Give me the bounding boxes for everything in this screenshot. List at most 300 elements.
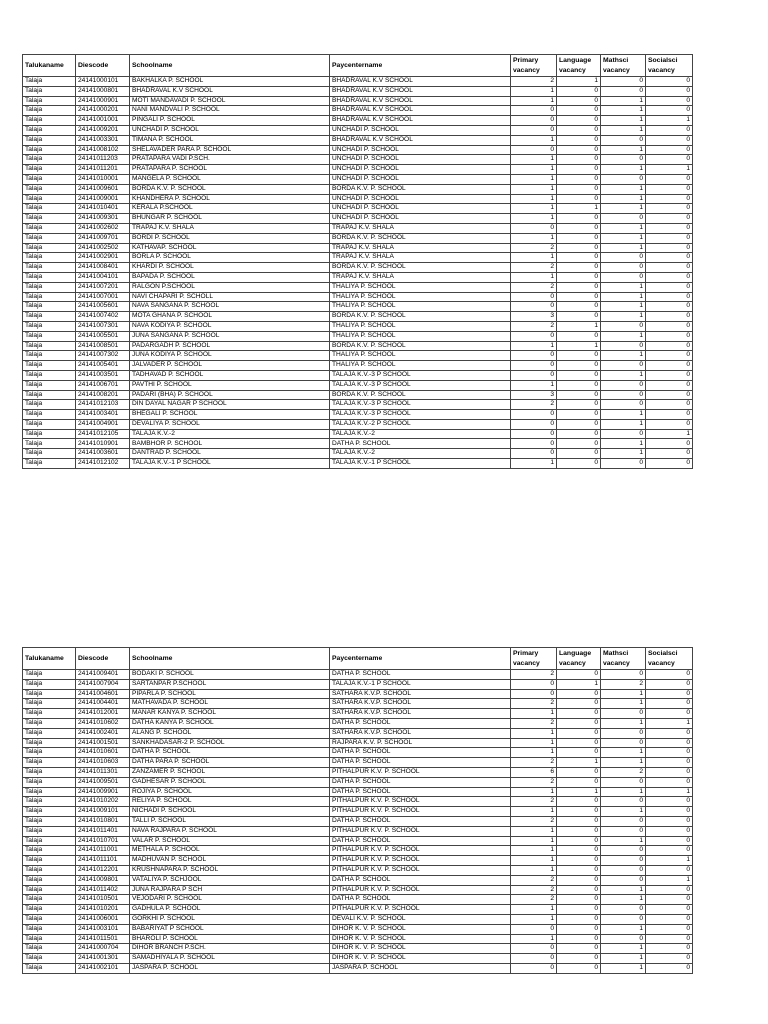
language-vacancy-cell: 0 — [557, 410, 601, 420]
primary-vacancy-cell: 2 — [511, 718, 557, 728]
mathsci-vacancy-cell: 0 — [601, 400, 646, 410]
mathsci-vacancy-cell: 1 — [601, 125, 646, 135]
socialsci-vacancy-cell: 0 — [646, 865, 693, 875]
primary-vacancy-cell: 1 — [511, 253, 557, 263]
table-body — [23, 77, 693, 469]
diescode-cell: 24141003301 — [76, 135, 130, 145]
mathsci-vacancy-cell: 1 — [601, 885, 646, 895]
talukaname-cell: Talaja — [23, 728, 76, 738]
mathsci-vacancy-cell: 1 — [601, 449, 646, 459]
talukaname-cell: Talaja — [23, 145, 76, 155]
table-row — [23, 253, 693, 263]
language-vacancy-cell: 0 — [557, 214, 601, 224]
diescode-cell: 24141006001 — [76, 914, 130, 924]
mathsci-vacancy-cell: 0 — [601, 797, 646, 807]
diescode-cell: 24141004401 — [76, 699, 130, 709]
mathsci-vacancy-cell: 0 — [601, 429, 646, 439]
primary-vacancy-cell: 0 — [511, 963, 557, 973]
language-vacancy-cell: 0 — [557, 856, 601, 866]
table-row — [23, 223, 693, 233]
primary-vacancy-cell: 2 — [511, 321, 557, 331]
paycentername-cell: TALAJA K.V.-1 P SCHOOL — [330, 459, 511, 469]
diescode-cell: 24141011501 — [76, 934, 130, 944]
language-vacancy-cell: 0 — [557, 439, 601, 449]
primary-vacancy-cell: 1 — [511, 905, 557, 915]
language-vacancy-cell: 0 — [557, 826, 601, 836]
column-header: Mathsci vacancy — [601, 648, 646, 670]
schoolname-cell: ALANG P. SCHOOL — [130, 728, 330, 738]
socialsci-vacancy-cell: 0 — [646, 223, 693, 233]
language-vacancy-cell: 0 — [557, 670, 601, 680]
diescode-cell: 24141012105 — [76, 429, 130, 439]
diescode-cell: 24141002602 — [76, 223, 130, 233]
socialsci-vacancy-cell: 1 — [646, 787, 693, 797]
diescode-cell: 24141001501 — [76, 738, 130, 748]
table-row — [23, 263, 693, 273]
talukaname-cell: Talaja — [23, 86, 76, 96]
mathsci-vacancy-cell: 1 — [601, 758, 646, 768]
diescode-cell: 24141000101 — [76, 77, 130, 87]
talukaname-cell: Talaja — [23, 292, 76, 302]
schoolname-cell: JALVADER P. SCHOOL — [130, 361, 330, 371]
diescode-cell: 24141001001 — [76, 116, 130, 126]
mathsci-vacancy-cell: 1 — [601, 184, 646, 194]
primary-vacancy-cell: 1 — [511, 807, 557, 817]
language-vacancy-cell: 0 — [557, 429, 601, 439]
paycentername-cell: TALAJA K.V.-3 P SCHOOL — [330, 410, 511, 420]
header-row — [23, 55, 693, 77]
table-row — [23, 106, 693, 116]
language-vacancy-cell: 0 — [557, 914, 601, 924]
mathsci-vacancy-cell: 0 — [601, 341, 646, 351]
paycentername-cell: SATHARA K.V.P. SCHOOL — [330, 728, 511, 738]
diescode-cell: 24141011201 — [76, 165, 130, 175]
diescode-cell: 24141010201 — [76, 905, 130, 915]
primary-vacancy-cell: 0 — [511, 361, 557, 371]
paycentername-cell: TRAPAJ K.V. SHALA — [330, 272, 511, 282]
diescode-cell: 24141007201 — [76, 282, 130, 292]
schoolname-cell: BORDI P. SCHOOL — [130, 233, 330, 243]
primary-vacancy-cell: 1 — [511, 174, 557, 184]
primary-vacancy-cell: 1 — [511, 96, 557, 106]
primary-vacancy-cell: 0 — [511, 331, 557, 341]
socialsci-vacancy-cell: 0 — [646, 282, 693, 292]
language-vacancy-cell: 0 — [557, 718, 601, 728]
paycentername-cell: DATHA P. SCHOOL — [330, 758, 511, 768]
language-vacancy-cell: 0 — [557, 292, 601, 302]
primary-vacancy-cell: 0 — [511, 679, 557, 689]
schoolname-cell: MOTA GHANA P. SCHOOL — [130, 312, 330, 322]
language-vacancy-cell: 0 — [557, 875, 601, 885]
language-vacancy-cell: 0 — [557, 106, 601, 116]
table-row — [23, 116, 693, 126]
paycentername-cell: DATHA P. SCHOOL — [330, 836, 511, 846]
diescode-cell: 24141007904 — [76, 679, 130, 689]
primary-vacancy-cell: 1 — [511, 856, 557, 866]
table-row — [23, 954, 693, 964]
paycentername-cell: PITHALPUR K.V. P. SCHOOL — [330, 767, 511, 777]
language-vacancy-cell: 0 — [557, 263, 601, 273]
mathsci-vacancy-cell: 1 — [601, 106, 646, 116]
socialsci-vacancy-cell: 0 — [646, 214, 693, 224]
schoolname-cell: BHUNGAR P. SCHOOL — [130, 214, 330, 224]
talukaname-cell: Talaja — [23, 351, 76, 361]
primary-vacancy-cell: 0 — [511, 954, 557, 964]
primary-vacancy-cell: 0 — [511, 429, 557, 439]
paycentername-cell: DATHA P. SCHOOL — [330, 777, 511, 787]
socialsci-vacancy-cell: 0 — [646, 204, 693, 214]
schoolname-cell: DIHOR BRANCH P.SCH. — [130, 944, 330, 954]
diescode-cell: 24141002401 — [76, 728, 130, 738]
paycentername-cell: BORDA K.V. P. SCHOOL — [330, 184, 511, 194]
primary-vacancy-cell: 2 — [511, 263, 557, 273]
language-vacancy-cell: 0 — [557, 243, 601, 253]
mathsci-vacancy-cell: 1 — [601, 223, 646, 233]
table-row — [23, 699, 693, 709]
schoolname-cell: KHANDHERA P. SCHOOL — [130, 194, 330, 204]
paycentername-cell: TALAJA K.V.-2 — [330, 429, 511, 439]
mathsci-vacancy-cell: 0 — [601, 816, 646, 826]
primary-vacancy-cell: 2 — [511, 282, 557, 292]
language-vacancy-cell: 0 — [557, 351, 601, 361]
socialsci-vacancy-cell: 1 — [646, 165, 693, 175]
mathsci-vacancy-cell: 0 — [601, 709, 646, 719]
mathsci-vacancy-cell: 0 — [601, 846, 646, 856]
language-vacancy-cell: 0 — [557, 184, 601, 194]
primary-vacancy-cell: 2 — [511, 777, 557, 787]
socialsci-vacancy-cell: 0 — [646, 797, 693, 807]
paycentername-cell: DIHOR K. V. P. SCHOOL — [330, 944, 511, 954]
paycentername-cell: DATHA P. SCHOOL — [330, 748, 511, 758]
socialsci-vacancy-cell: 0 — [646, 728, 693, 738]
paycentername-cell: DIHOR K. V. P. SCHOOL — [330, 934, 511, 944]
table-row — [23, 856, 693, 866]
diescode-cell: 24141005501 — [76, 331, 130, 341]
talukaname-cell: Talaja — [23, 758, 76, 768]
talukaname-cell: Talaja — [23, 449, 76, 459]
schoolname-cell: KHARDI P. SCHOOL — [130, 263, 330, 273]
paycentername-cell: TALAJA K.V.-1 P SCHOOL — [330, 679, 511, 689]
schoolname-cell: NAVI CHAPARI P. SCHOLL — [130, 292, 330, 302]
mathsci-vacancy-cell: 0 — [601, 914, 646, 924]
primary-vacancy-cell: 0 — [511, 125, 557, 135]
schoolname-cell: VALAR P. SCHOOL — [130, 836, 330, 846]
mathsci-vacancy-cell: 1 — [601, 807, 646, 817]
diescode-cell: 24141011401 — [76, 826, 130, 836]
socialsci-vacancy-cell: 0 — [646, 914, 693, 924]
talukaname-cell: Talaja — [23, 934, 76, 944]
mathsci-vacancy-cell: 1 — [601, 439, 646, 449]
table-row — [23, 165, 693, 175]
schoolname-cell: BAMBHOR P. SCHOOL — [130, 439, 330, 449]
paycentername-cell: TALAJA K.V.-2 P SCHOOL — [330, 419, 511, 429]
socialsci-vacancy-cell: 0 — [646, 816, 693, 826]
column-header: Socialsci vacancy — [646, 55, 693, 77]
paycentername-cell: UNCHADI P. SCHOOL — [330, 125, 511, 135]
language-vacancy-cell: 0 — [557, 233, 601, 243]
paycentername-cell: PITHALPUR K.V. P. SCHOOL — [330, 905, 511, 915]
table-row — [23, 439, 693, 449]
diescode-cell: 24141006701 — [76, 380, 130, 390]
table-row — [23, 243, 693, 253]
schoolname-cell: BHADRAVAL K.V SCHOOL — [130, 86, 330, 96]
table-row — [23, 797, 693, 807]
primary-vacancy-cell: 2 — [511, 758, 557, 768]
language-vacancy-cell: 0 — [557, 709, 601, 719]
table-row — [23, 777, 693, 787]
language-vacancy-cell: 0 — [557, 272, 601, 282]
language-vacancy-cell: 0 — [557, 174, 601, 184]
table-row — [23, 380, 693, 390]
table-row — [23, 194, 693, 204]
language-vacancy-cell: 0 — [557, 954, 601, 964]
schoolname-cell: NAVA RAJPARA P. SCHOOL — [130, 826, 330, 836]
diescode-cell: 24141008201 — [76, 390, 130, 400]
column-header: Diescode — [76, 55, 130, 77]
socialsci-vacancy-cell: 0 — [646, 135, 693, 145]
diescode-cell: 24141003401 — [76, 410, 130, 420]
talukaname-cell: Talaja — [23, 914, 76, 924]
language-vacancy-cell: 0 — [557, 689, 601, 699]
primary-vacancy-cell: 1 — [511, 214, 557, 224]
talukaname-cell: Talaja — [23, 263, 76, 273]
schoolname-cell: DATHA P. SCHOOL — [130, 748, 330, 758]
talukaname-cell: Talaja — [23, 905, 76, 915]
table-row — [23, 846, 693, 856]
table-row — [23, 865, 693, 875]
mathsci-vacancy-cell: 0 — [601, 77, 646, 87]
mathsci-vacancy-cell: 1 — [601, 924, 646, 934]
schoolname-cell: MATHAVADA P. SCHOOL — [130, 699, 330, 709]
diescode-cell: 24141010001 — [76, 174, 130, 184]
paycentername-cell: DATHA P. SCHOOL — [330, 895, 511, 905]
table-row — [23, 272, 693, 282]
table-row — [23, 302, 693, 312]
socialsci-vacancy-cell: 0 — [646, 184, 693, 194]
primary-vacancy-cell: 0 — [511, 449, 557, 459]
talukaname-cell: Talaja — [23, 670, 76, 680]
socialsci-vacancy-cell: 0 — [646, 767, 693, 777]
mathsci-vacancy-cell: 1 — [601, 351, 646, 361]
primary-vacancy-cell: 1 — [511, 155, 557, 165]
talukaname-cell: Talaja — [23, 253, 76, 263]
diescode-cell: 24141000201 — [76, 106, 130, 116]
diescode-cell: 24141003501 — [76, 370, 130, 380]
diescode-cell: 24141002901 — [76, 253, 130, 263]
column-header: Primary vacancy — [511, 55, 557, 77]
primary-vacancy-cell: 1 — [511, 233, 557, 243]
paycentername-cell: SATHARA K.V.P. SCHOOL — [330, 689, 511, 699]
language-vacancy-cell: 1 — [557, 758, 601, 768]
table-row — [23, 331, 693, 341]
table-row — [23, 351, 693, 361]
schoolname-cell: DIN DAYAL NAGAR P SCHOOL — [130, 400, 330, 410]
paycentername-cell: DEVALI K.V. P. SCHOOL — [330, 914, 511, 924]
language-vacancy-cell: 0 — [557, 895, 601, 905]
primary-vacancy-cell: 1 — [511, 846, 557, 856]
socialsci-vacancy-cell: 0 — [646, 390, 693, 400]
diescode-cell: 24141010701 — [76, 836, 130, 846]
talukaname-cell: Talaja — [23, 767, 76, 777]
schoolname-cell: PAVTHI P. SCHOOL — [130, 380, 330, 390]
language-vacancy-cell: 0 — [557, 699, 601, 709]
diescode-cell: 24141009401 — [76, 670, 130, 680]
primary-vacancy-cell: 2 — [511, 243, 557, 253]
table-row — [23, 77, 693, 87]
diescode-cell: 24141008102 — [76, 145, 130, 155]
table-row — [23, 214, 693, 224]
paycentername-cell: TALAJA K.V.-3 P SCHOOL — [330, 400, 511, 410]
schoolname-cell: MADHUVAN P. SCHOOL — [130, 856, 330, 866]
talukaname-cell: Talaja — [23, 699, 76, 709]
mathsci-vacancy-cell: 1 — [601, 718, 646, 728]
diescode-cell: 24141005401 — [76, 361, 130, 371]
column-header: Paycentername — [330, 55, 511, 77]
socialsci-vacancy-cell: 0 — [646, 233, 693, 243]
paycentername-cell: THALIYA P. SCHOOL — [330, 321, 511, 331]
paycentername-cell: TALAJA K.V.-3 P SCHOOL — [330, 370, 511, 380]
paycentername-cell: BHADRAVAL K.V SCHOOL — [330, 135, 511, 145]
mathsci-vacancy-cell: 1 — [601, 204, 646, 214]
mathsci-vacancy-cell: 1 — [601, 895, 646, 905]
language-vacancy-cell: 0 — [557, 223, 601, 233]
mathsci-vacancy-cell: 0 — [601, 826, 646, 836]
mathsci-vacancy-cell: 0 — [601, 155, 646, 165]
schoolname-cell: PRATAPARA VADI P.SCH. — [130, 155, 330, 165]
schoolname-cell: TADHAVAD P. SCHOOL — [130, 370, 330, 380]
column-header: Paycentername — [330, 648, 511, 670]
table-row — [23, 282, 693, 292]
primary-vacancy-cell: 1 — [511, 380, 557, 390]
diescode-cell: 24141008501 — [76, 341, 130, 351]
talukaname-cell: Talaja — [23, 184, 76, 194]
mathsci-vacancy-cell: 0 — [601, 905, 646, 915]
primary-vacancy-cell: 0 — [511, 944, 557, 954]
talukaname-cell: Talaja — [23, 429, 76, 439]
table-row — [23, 155, 693, 165]
schoolname-cell: DATHA KANYA P. SCHOOL — [130, 718, 330, 728]
schoolname-cell: MOTI MANDAVADI P. SCHOOL — [130, 96, 330, 106]
socialsci-vacancy-cell: 0 — [646, 312, 693, 322]
diescode-cell: 24141002101 — [76, 963, 130, 973]
socialsci-vacancy-cell: 0 — [646, 738, 693, 748]
schoolname-cell: GORKHI P. SCHOOL — [130, 914, 330, 924]
mathsci-vacancy-cell: 0 — [601, 214, 646, 224]
column-header: Mathsci vacancy — [601, 55, 646, 77]
primary-vacancy-cell: 0 — [511, 145, 557, 155]
diescode-cell: 24141010601 — [76, 748, 130, 758]
language-vacancy-cell: 1 — [557, 204, 601, 214]
socialsci-vacancy-cell: 1 — [646, 116, 693, 126]
talukaname-cell: Talaja — [23, 748, 76, 758]
language-vacancy-cell: 0 — [557, 116, 601, 126]
schoolname-cell: DANTRAD P. SCHOOL — [130, 449, 330, 459]
paycentername-cell: UNCHADI P. SCHOOL — [330, 194, 511, 204]
talukaname-cell: Talaja — [23, 331, 76, 341]
diescode-cell: 24141007402 — [76, 312, 130, 322]
primary-vacancy-cell: 1 — [511, 204, 557, 214]
paycentername-cell: UNCHADI P. SCHOOL — [330, 155, 511, 165]
socialsci-vacancy-cell: 0 — [646, 699, 693, 709]
table-row — [23, 914, 693, 924]
diescode-cell: 24141010501 — [76, 895, 130, 905]
talukaname-cell: Talaja — [23, 135, 76, 145]
schoolname-cell: MANAR KANYA P. SCHOOL — [130, 709, 330, 719]
talukaname-cell: Talaja — [23, 165, 76, 175]
language-vacancy-cell: 0 — [557, 807, 601, 817]
socialsci-vacancy-cell: 0 — [646, 944, 693, 954]
language-vacancy-cell: 0 — [557, 194, 601, 204]
schoolname-cell: PRATAPARA P. SCHOOL — [130, 165, 330, 175]
paycentername-cell: BORDA K.V. P. SCHOOL — [330, 263, 511, 273]
socialsci-vacancy-cell: 0 — [646, 243, 693, 253]
socialsci-vacancy-cell: 0 — [646, 689, 693, 699]
header-row — [23, 648, 693, 670]
paycentername-cell: THALIYA P. SCHOOL — [330, 282, 511, 292]
socialsci-vacancy-cell: 0 — [646, 846, 693, 856]
mathsci-vacancy-cell: 1 — [601, 312, 646, 322]
language-vacancy-cell: 0 — [557, 96, 601, 106]
socialsci-vacancy-cell: 0 — [646, 670, 693, 680]
language-vacancy-cell: 1 — [557, 321, 601, 331]
diescode-cell: 24141004101 — [76, 272, 130, 282]
primary-vacancy-cell: 1 — [511, 184, 557, 194]
mathsci-vacancy-cell: 0 — [601, 263, 646, 273]
diescode-cell: 24141009501 — [76, 777, 130, 787]
table-row — [23, 826, 693, 836]
paycentername-cell: BHADRAVAL K.V SCHOOL — [330, 77, 511, 87]
primary-vacancy-cell: 2 — [511, 885, 557, 895]
mathsci-vacancy-cell: 0 — [601, 272, 646, 282]
diescode-cell: 24141009901 — [76, 787, 130, 797]
primary-vacancy-cell: 1 — [511, 865, 557, 875]
schoolname-cell: SARTANPAR P.SCHOOL — [130, 679, 330, 689]
primary-vacancy-cell: 1 — [511, 709, 557, 719]
socialsci-vacancy-cell: 0 — [646, 77, 693, 87]
mathsci-vacancy-cell: 1 — [601, 96, 646, 106]
diescode-cell: 24141009201 — [76, 125, 130, 135]
mathsci-vacancy-cell: 1 — [601, 944, 646, 954]
mathsci-vacancy-cell: 1 — [601, 243, 646, 253]
primary-vacancy-cell: 0 — [511, 924, 557, 934]
language-vacancy-cell: 0 — [557, 253, 601, 263]
language-vacancy-cell: 0 — [557, 816, 601, 826]
table-row — [23, 689, 693, 699]
talukaname-cell: Talaja — [23, 738, 76, 748]
table-row — [23, 86, 693, 96]
diescode-cell: 24141007302 — [76, 351, 130, 361]
schoolname-cell: PIPARLA P. SCHOOL — [130, 689, 330, 699]
primary-vacancy-cell: 0 — [511, 439, 557, 449]
schoolname-cell: METHALA P. SCHOOL — [130, 846, 330, 856]
mathsci-vacancy-cell: 1 — [601, 282, 646, 292]
primary-vacancy-cell: 0 — [511, 351, 557, 361]
mathsci-vacancy-cell: 0 — [601, 738, 646, 748]
language-vacancy-cell: 0 — [557, 145, 601, 155]
socialsci-vacancy-cell: 0 — [646, 758, 693, 768]
socialsci-vacancy-cell: 0 — [646, 777, 693, 787]
primary-vacancy-cell: 1 — [511, 728, 557, 738]
paycentername-cell: DATHA P. SCHOOL — [330, 816, 511, 826]
primary-vacancy-cell: 0 — [511, 410, 557, 420]
primary-vacancy-cell: 1 — [511, 934, 557, 944]
talukaname-cell: Talaja — [23, 777, 76, 787]
table-row — [23, 963, 693, 973]
mathsci-vacancy-cell: 1 — [601, 331, 646, 341]
talukaname-cell: Talaja — [23, 718, 76, 728]
diescode-cell: 24141010603 — [76, 758, 130, 768]
primary-vacancy-cell: 0 — [511, 116, 557, 126]
